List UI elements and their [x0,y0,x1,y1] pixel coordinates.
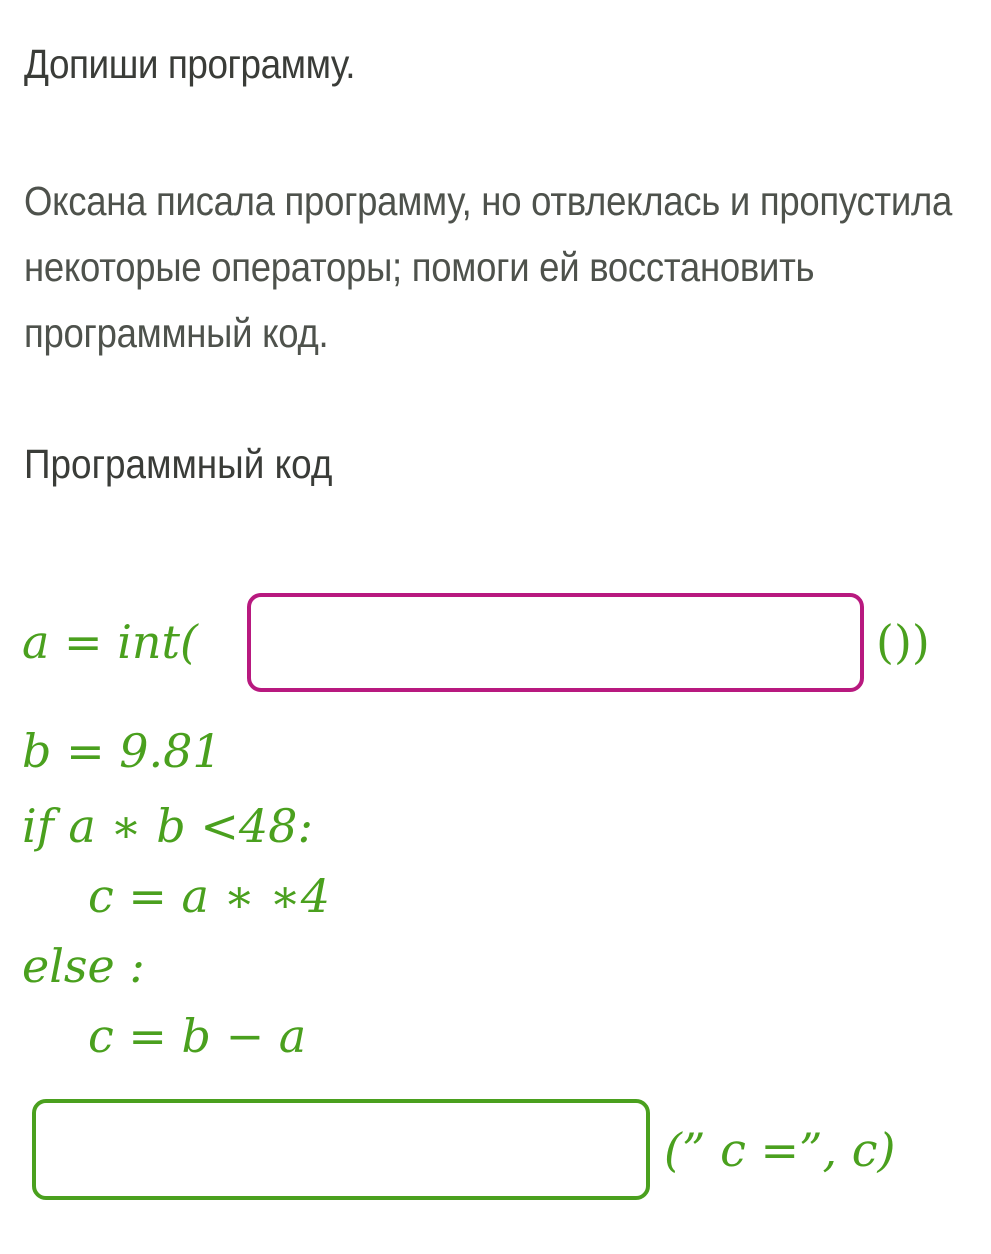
code-line-1-prefix: a = int( [22,615,198,669]
task-description: Оксана писала программу, но отвлеклась и пропустила некоторые операторы; помоги ей восстановить программный код. [24,178,953,356]
code-line-2: b = 9.81 [22,724,222,778]
code-line-3: if a ∗ b <48: [22,799,313,853]
code-line-7-suffix: (” c =”, c) [664,1123,896,1177]
code-line-6: c = b − a [88,1009,307,1063]
code-line-1-suffix: ()) [876,615,930,669]
code-line-4: c = a ∗ ∗4 [88,869,331,923]
answer-blank-1[interactable] [247,593,864,692]
code-line-5: else : [22,939,145,993]
answer-blank-2[interactable] [32,1099,650,1200]
section-heading: Программный код [24,441,333,487]
task-title: Допиши программу. [24,41,356,87]
